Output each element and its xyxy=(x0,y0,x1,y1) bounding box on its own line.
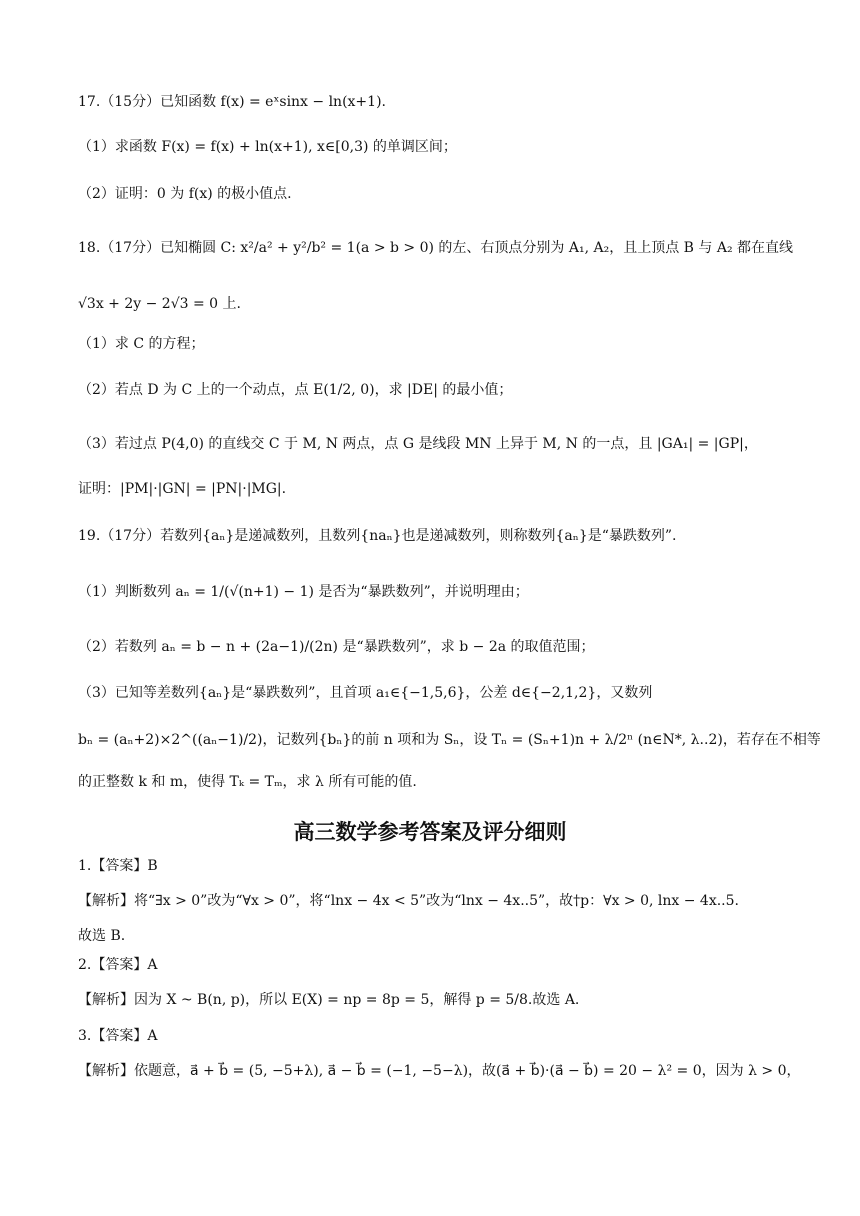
q18-stem: 18.（17分）已知椭圆 C: x²/a² + y²/b² = 1(a > b > 0) 的左、右顶点分别为 A₁, A₂，且上顶点 B 与 A₂ 都在直线 xyxy=(78,240,794,256)
q18-part3: （3）若过点 P(4,0) 的直线交 C 于 M, N 两点，点 G 是线段 MN 上异于 M, N 的一点，且 |GA₁| = |GP|， xyxy=(78,436,758,452)
a3-explanation: 【解析】依题意，a⃗ + b⃗ = (5, −5+λ), a⃗ − b⃗ = (−1, −5−λ)，故(a⃗ + b⃗)·(a⃗ − b⃗) = 20 − λ² = 0，因为 λ > 0， xyxy=(78,1063,801,1079)
a2-answer: 2.【答案】A xyxy=(78,957,158,973)
q19-part2: （2）若数列 aₙ = b − n + (2a−1)/(2n) 是“暴跌数列”，求 b − 2a 的取值范围； xyxy=(78,639,595,655)
q17-part2: （2）证明：0 为 f(x) 的极小值点. xyxy=(78,186,292,202)
a1-explanation: 【解析】将“∃x > 0”改为“∀x > 0”，将“lnx − 4x < 5”改为“lnx − 4x..5”，故†p：∀x > 0, lnx − 4x..5. xyxy=(78,893,739,909)
q17-part1: （1）求函数 F(x) = f(x) + ln(x+1), x∈[0,3) 的单调区间； xyxy=(78,139,457,155)
q19-part3-cont: bₙ = (aₙ+2)×2^((aₙ−1)/2)，记数列{bₙ}的前 n 项和为 Sₙ，设 Tₙ = (Sₙ+1)n + λ/2ⁿ (n∈N*, λ..2)，若存在不相等 xyxy=(78,732,821,748)
a1-answer: 1.【答案】B xyxy=(78,858,158,874)
q18-part1: （1）求 C 的方程； xyxy=(78,336,205,352)
q19-part3-end: 的正整数 k 和 m，使得 Tₖ = Tₘ，求 λ 所有可能的值. xyxy=(78,774,417,790)
answers-title: 高三数学参考答案及评分细则 xyxy=(293,820,567,844)
q17-stem: 17.（15分）已知函数 f(x) = eˣsinx − ln(x+1). xyxy=(78,94,386,110)
q18-part2: （2）若点 D 为 C 上的一个动点，点 E(1/2, 0)，求 |DE| 的最小值； xyxy=(78,382,513,398)
q19-stem: 19.（17分）若数列{aₙ}是递减数列，且数列{naₙ}也是递减数列，则称数列{aₙ}是“暴跌数列”. xyxy=(78,528,677,544)
q19-part3: （3）已知等差数列{aₙ}是“暴跌数列”，且首项 a₁∈{−1,5,6}，公差 d∈{−2,1,2}，又数列 xyxy=(78,685,653,701)
q18-part3-cont: 证明：|PM|·|GN| = |PN|·|MG|. xyxy=(78,481,287,497)
q18-stem-cont: √3x + 2y − 2√3 = 0 上. xyxy=(78,296,241,312)
a1-explanation-cont: 故选 B. xyxy=(78,928,126,944)
a2-explanation: 【解析】因为 X ~ B(n, p)，所以 E(X) = np = 8p = 5，解得 p = 5/8.故选 A. xyxy=(78,992,580,1008)
a3-answer: 3.【答案】A xyxy=(78,1028,158,1044)
q19-part1: （1）判断数列 aₙ = 1/(√(n+1) − 1) 是否为“暴跌数列”，并说明理由； xyxy=(78,584,529,600)
